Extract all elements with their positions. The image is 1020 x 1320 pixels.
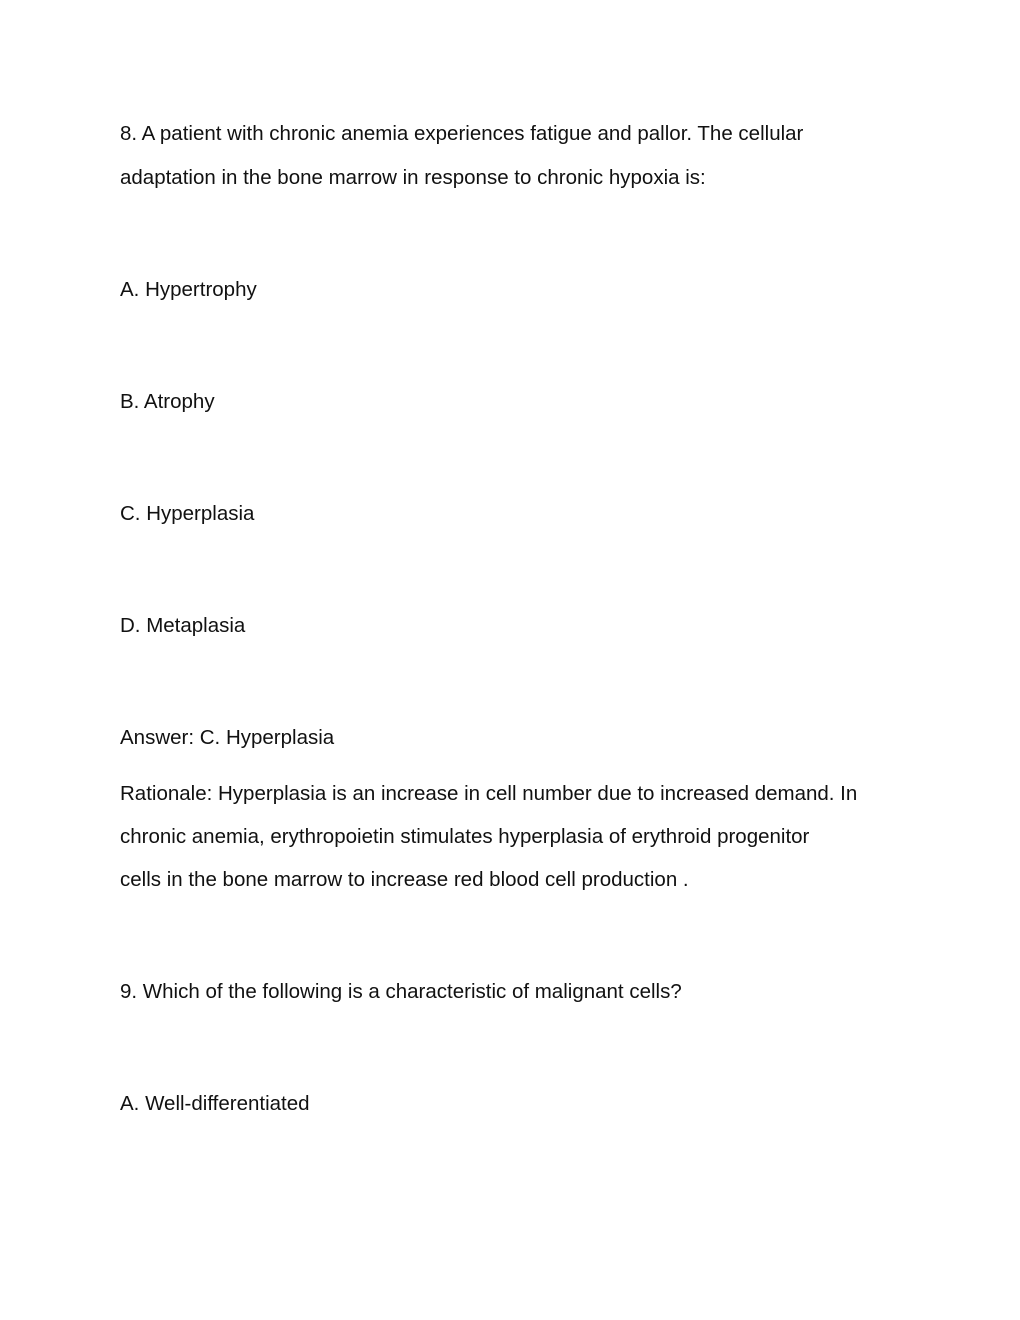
question-8-rationale-line-2: chronic anemia, erythropoietin stimulates hyperplasia of erythroid progenitor bbox=[120, 825, 810, 848]
question-8-rationale-line-3: cells in the bone marrow to increase red blood cell production . bbox=[120, 868, 689, 891]
question-8-option-c: C. Hyperplasia bbox=[120, 502, 255, 525]
question-8-option-a: A. Hypertrophy bbox=[120, 278, 257, 301]
question-8-option-d: D. Metaplasia bbox=[120, 614, 246, 637]
question-8-stem-line-2: adaptation in the bone marrow in response to chronic hypoxia is: bbox=[120, 166, 706, 189]
question-9-stem: 9. Which of the following is a characteristic of malignant cells? bbox=[120, 980, 682, 1003]
question-9-option-a: A. Well-differentiated bbox=[120, 1092, 310, 1115]
question-8-stem-line-1: 8. A patient with chronic anemia experiences fatigue and pallor. The cellular bbox=[120, 122, 804, 145]
question-8-rationale-line-1: Rationale: Hyperplasia is an increase in cell number due to increased demand. In bbox=[120, 782, 858, 805]
question-8-option-b: B. Atrophy bbox=[120, 390, 215, 413]
question-8-answer: Answer: C. Hyperplasia bbox=[120, 726, 335, 749]
